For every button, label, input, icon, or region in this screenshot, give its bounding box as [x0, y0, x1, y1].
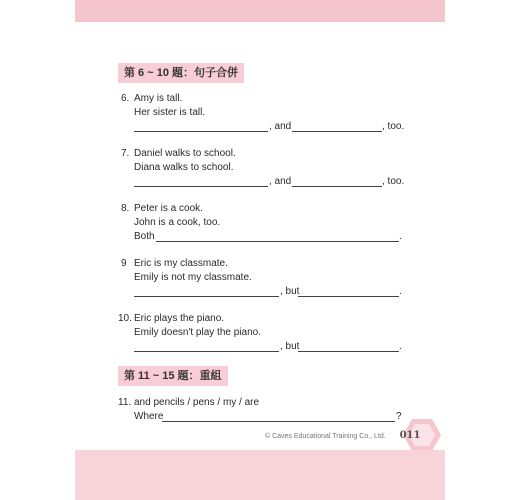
top-decorative-band	[75, 0, 445, 22]
question-sentence-2: Emily is not my classmate.	[134, 272, 252, 283]
answer-blank[interactable]	[298, 296, 399, 297]
section-header-6-10: 第 6 ~ 10 題：句子合併	[118, 63, 244, 83]
question-sentence-1: Daniel walks to school.	[134, 148, 236, 159]
page-number: 011	[399, 430, 421, 441]
question-sentence-1: Eric is my classmate.	[134, 258, 228, 269]
question-sentence-1: Amy is tall.	[134, 93, 183, 104]
sentence-ending: .	[399, 286, 402, 297]
answer-lead-word: Both	[134, 231, 155, 242]
sentence-ending: ?	[396, 411, 402, 422]
section-header-11-15: 第 11 ~ 15 題：重組	[118, 366, 228, 386]
conjunction: , but	[280, 341, 300, 352]
question-number: 8.	[121, 203, 130, 214]
question-number: 11.	[118, 397, 132, 408]
sentence-ending: , too.	[382, 176, 405, 187]
question-sentence-2: John is a cook, too.	[134, 217, 221, 228]
question-sentence-1: Eric plays the piano.	[134, 313, 225, 324]
question-number: 10.	[118, 313, 132, 324]
question-sentence-2: Diana walks to school.	[134, 162, 234, 173]
answer-blank[interactable]	[156, 241, 399, 242]
question-number: 7.	[121, 148, 130, 159]
question-sentence-2: Emily doesn't play the piano.	[134, 327, 261, 338]
answer-lead-word: Where	[134, 411, 164, 422]
conjunction: , and	[269, 121, 292, 132]
sentence-ending: .	[399, 341, 402, 352]
question-sentence-1: Peter is a cook.	[134, 203, 203, 214]
sentence-ending: .	[399, 231, 402, 242]
conjunction: , and	[269, 176, 292, 187]
question-number: 6.	[121, 93, 130, 104]
answer-blank[interactable]	[134, 351, 279, 352]
answer-blank[interactable]	[162, 421, 395, 422]
sentence-ending: , too.	[382, 121, 405, 132]
answer-blank[interactable]	[134, 186, 268, 187]
answer-blank[interactable]	[292, 186, 382, 187]
publisher-credit: © Caves Educational Training Co., Ltd.	[265, 433, 386, 440]
question-sentence-1: and pencils / pens / my / are	[134, 397, 260, 408]
question-number: 9	[121, 258, 127, 269]
question-sentence-2: Her sister is tall.	[134, 107, 206, 118]
conjunction: , but	[280, 286, 300, 297]
answer-blank[interactable]	[298, 351, 399, 352]
answer-blank[interactable]	[134, 131, 268, 132]
answer-blank[interactable]	[292, 131, 382, 132]
answer-blank[interactable]	[134, 296, 279, 297]
bottom-decorative-band	[75, 450, 445, 500]
